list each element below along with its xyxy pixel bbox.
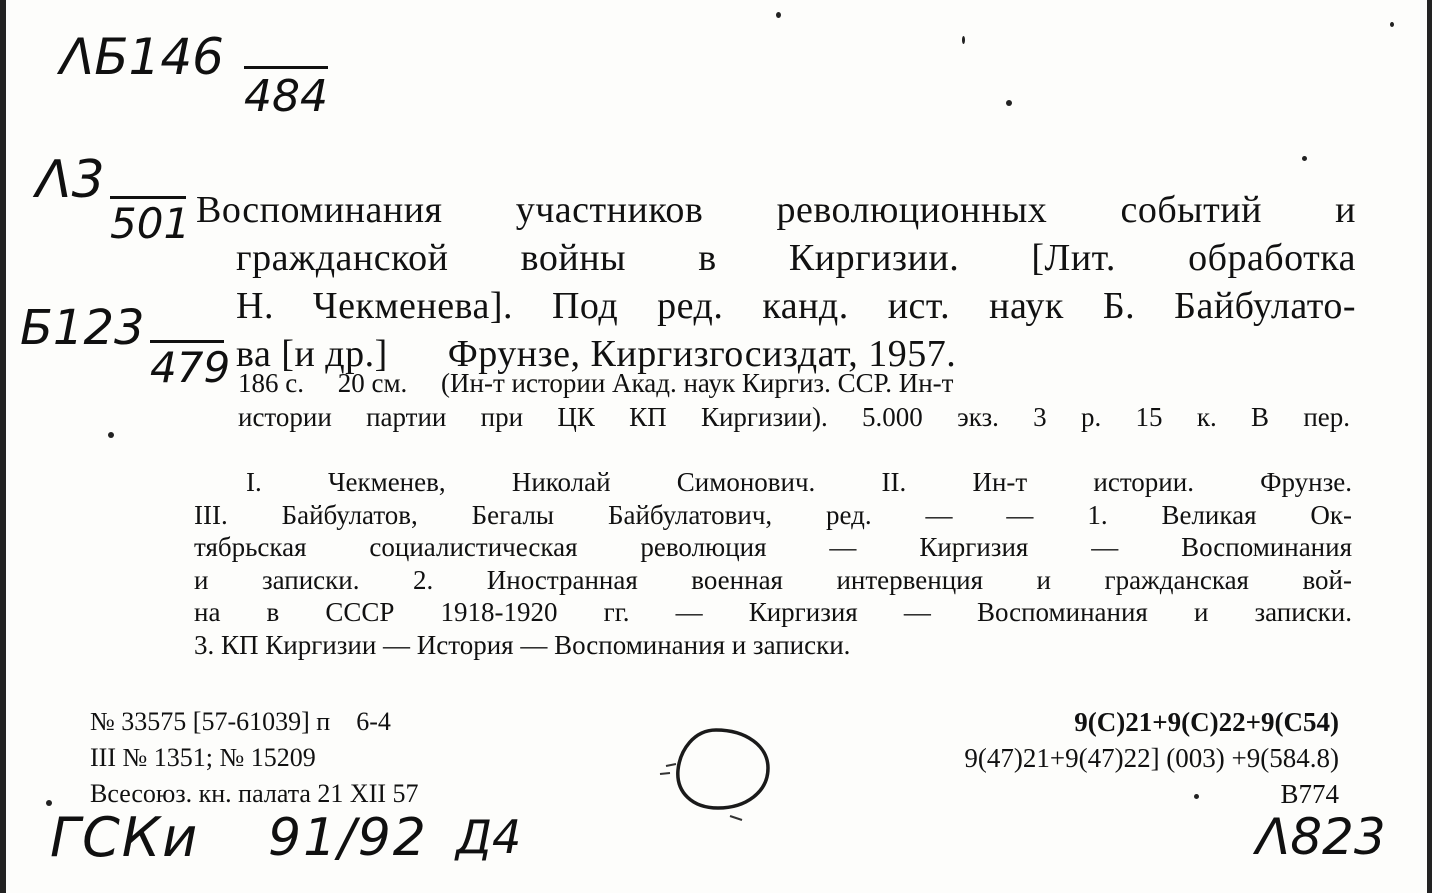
imprint-line-2: III № 1351; № 15209 <box>90 743 316 772</box>
classification-line-2: 9(47)21+9(47)22] (003) +9(584.8) <box>964 743 1339 773</box>
handwritten-top-code-denominator <box>244 66 328 122</box>
handwritten-shelf-mark-2 <box>20 300 145 356</box>
title-line-2: гражданской войны в Киргизии. [Лит. обработка <box>236 237 1356 279</box>
imprint-line-3: Всесоюз. кн. палата 21 XII 57 <box>90 779 419 808</box>
bottom-mark-text: ГСКи <box>50 806 200 869</box>
classification-codes <box>964 704 1339 812</box>
bottom-year-text: 91/92 <box>268 808 428 868</box>
classification-line-1: 9(С)21+9(С)22+9(С54) <box>1074 707 1339 737</box>
collation <box>238 366 1350 434</box>
top-code-den-text: 484 <box>244 71 328 122</box>
handwritten-shelf-mark-1 <box>36 150 105 210</box>
speck <box>776 12 781 18</box>
handwritten-bottom-mark <box>50 806 199 869</box>
speck <box>1302 156 1307 161</box>
tracing-line-4: и записки. 2. Иностранная военная интервенция и гражданская вой- <box>194 564 1352 595</box>
handwritten-top-code <box>60 28 224 86</box>
shelf-mark-2-den-text: 479 <box>150 343 231 392</box>
speck <box>46 800 52 806</box>
handwritten-bottom-initial <box>456 810 521 864</box>
top-code-numerator: ΛБ146 <box>60 28 224 86</box>
speck <box>1006 100 1012 106</box>
collation-line-1: 186 с. 20 см. (Ин-т истории Акад. наук Киргиз. ССР. Ин-т <box>238 368 954 398</box>
shelf-mark-2-text: Б123 <box>20 300 145 356</box>
title-line-1: Воспоминания участников революционных событий и <box>196 189 1356 231</box>
tracing-line-2: III. Байбулатов, Бегалы Байбулатович, ред. — — 1. Великая Ок- <box>194 499 1352 530</box>
card-punch-hole-icon <box>646 716 786 826</box>
tracings <box>194 466 1352 661</box>
shelf-mark-1-text: Λ3 <box>36 150 105 210</box>
title-line-4: ва [и др.] Фрунзе, Киргизгосиздат, 1957. <box>236 333 957 375</box>
bottom-right-mark-text: Λ823 <box>1256 808 1386 866</box>
tracing-line-5: на в СССР 1918-1920 гг. — Киргизия — Воспоминания и записки. <box>194 597 1352 627</box>
speck <box>1194 794 1199 799</box>
title-line-3: Н. Чекменева]. Под ред. канд. ист. наук Б. Байбулато- <box>236 285 1356 327</box>
bottom-initial-text: Д4 <box>456 810 522 864</box>
handwritten-bottom-year <box>268 808 428 868</box>
speck <box>1390 22 1394 27</box>
classification-line-3: В774 <box>1280 779 1339 809</box>
handwritten-shelf-mark-1-denominator <box>110 196 191 248</box>
tracing-line-1: I. Чекменев, Николай Симонович. II. Ин-т истории. Фрунзе. <box>246 467 1352 497</box>
collation-line-2: истории партии при ЦК КП Киргизии). 5.000 экз. 3 р. 15 к. В пер. <box>238 402 1350 432</box>
shelf-mark-1-den-text: 501 <box>110 199 191 248</box>
speck <box>108 432 114 438</box>
handwritten-bottom-right-mark <box>1256 808 1386 866</box>
imprint-info <box>90 704 419 812</box>
tracing-line-3: тябрьская социалистическая революция — Киргизия — Воспоминания <box>194 532 1352 562</box>
tracing-line-6: 3. КП Киргизии — История — Воспоминания и записки. <box>194 629 851 660</box>
speck <box>962 36 965 44</box>
imprint-line-1: № 33575 [57-61039] п 6-4 <box>90 707 391 736</box>
title-entry <box>196 186 1356 378</box>
